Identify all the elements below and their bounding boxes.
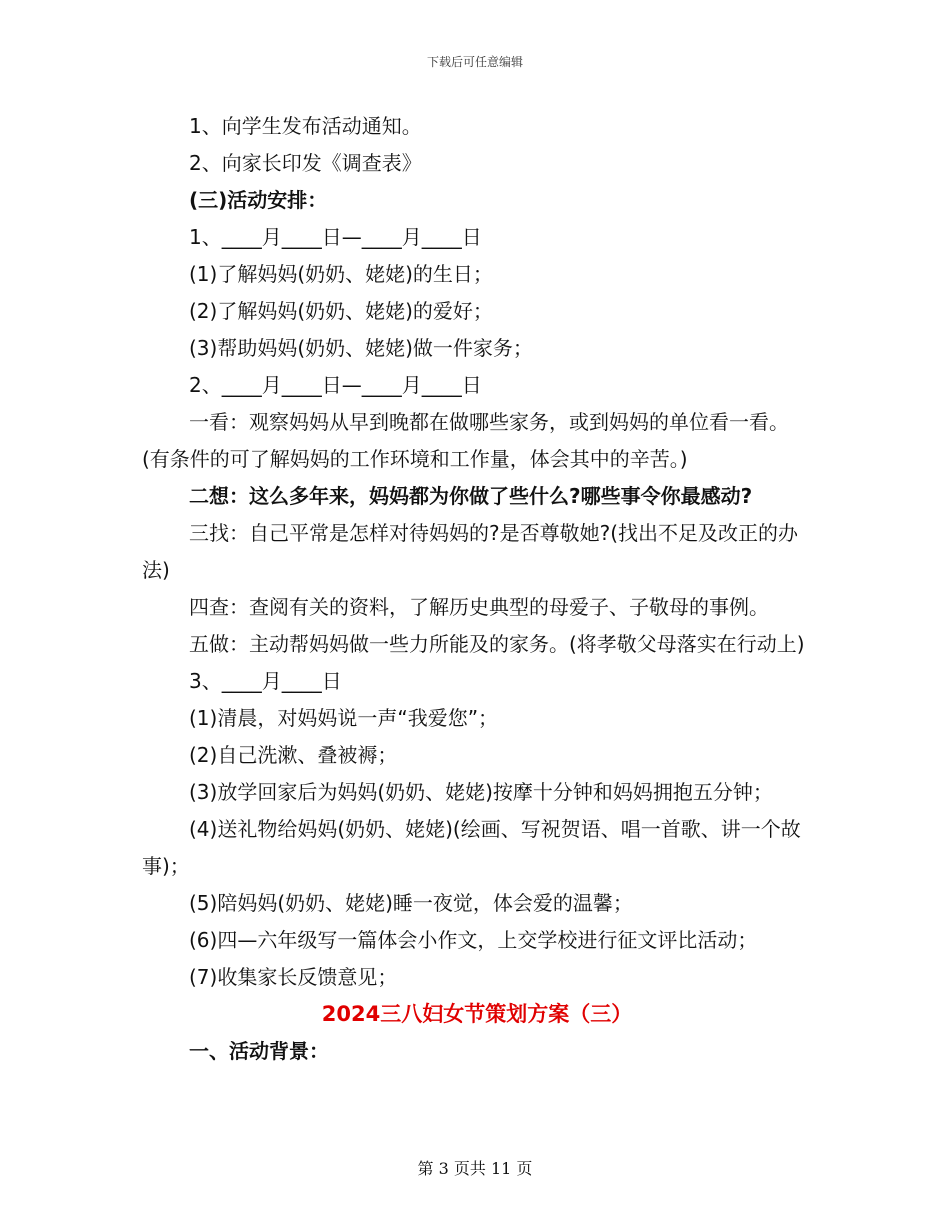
- text-line: (三)活动安排：: [189, 188, 328, 212]
- document-body: [142, 108, 812, 1070]
- text-line: 1、____月____日—____月____日: [189, 225, 482, 249]
- text-line: 1、向学生发布活动通知。: [189, 114, 422, 138]
- text-line: (1)了解妈妈(奶奶、姥姥)的生日；: [189, 262, 493, 286]
- text-line: 2、____月____日—____月____日: [189, 373, 482, 397]
- text-line: (4)送礼物给妈妈(奶奶、姥姥)(绘画、写祝贺语、唱一首歌、讲一个故事)；: [142, 817, 801, 878]
- section-heading: 2024三八妇女节策划方案（三）: [321, 1002, 633, 1026]
- text-line: (7)收集家长反馈意见；: [189, 965, 398, 989]
- page-header: 下载后可任意编辑: [426, 55, 523, 69]
- text-line: 一、活动背景：: [189, 1039, 329, 1063]
- text-line: 一看：观察妈妈从早到晚都在做哪些家务，或到妈妈的单位看一看。(有条件的可了解妈妈的工作环境和工作量，体会其中的辛苦。): [142, 410, 789, 471]
- text-line: (6)四—六年级写一篇体会小作文，上交学校进行征文评比活动；: [189, 928, 758, 952]
- page-footer: 第 3 页共 11 页: [417, 1159, 533, 1178]
- text-line: 二想：这么多年来，妈妈都为你做了些什么?哪些事令你最感动?: [189, 484, 753, 508]
- text-line: 2、向家长印发《调查表》: [189, 151, 422, 175]
- text-line: 3、____月____日: [189, 669, 342, 693]
- text-line: (3)帮助妈妈(奶奶、姥姥)做一件家务；: [189, 336, 533, 360]
- text-line: 四查：查阅有关的资料，了解历史典型的母爱子、子敬母的事例。: [189, 595, 769, 619]
- text-line: (1)清晨，对妈妈说一声“我爱您”；: [189, 706, 499, 730]
- text-line: (2)了解妈妈(奶奶、姥姥)的爱好；: [189, 299, 493, 323]
- text-line: 五做：主动帮妈妈做一些力所能及的家务。(将孝敬父母落实在行动上): [189, 632, 805, 656]
- text-line: 三找：自己平常是怎样对待妈妈的?是否尊敬她?(找出不足及改正的办法): [142, 521, 799, 582]
- text-line: (5)陪妈妈(奶奶、姥姥)睡一夜觉，体会爱的温馨；: [189, 891, 633, 915]
- text-line: (3)放学回家后为妈妈(奶奶、姥姥)按摩十分钟和妈妈拥抱五分钟；: [189, 780, 773, 804]
- text-line: (2)自己洗漱、叠被褥；: [189, 743, 398, 767]
